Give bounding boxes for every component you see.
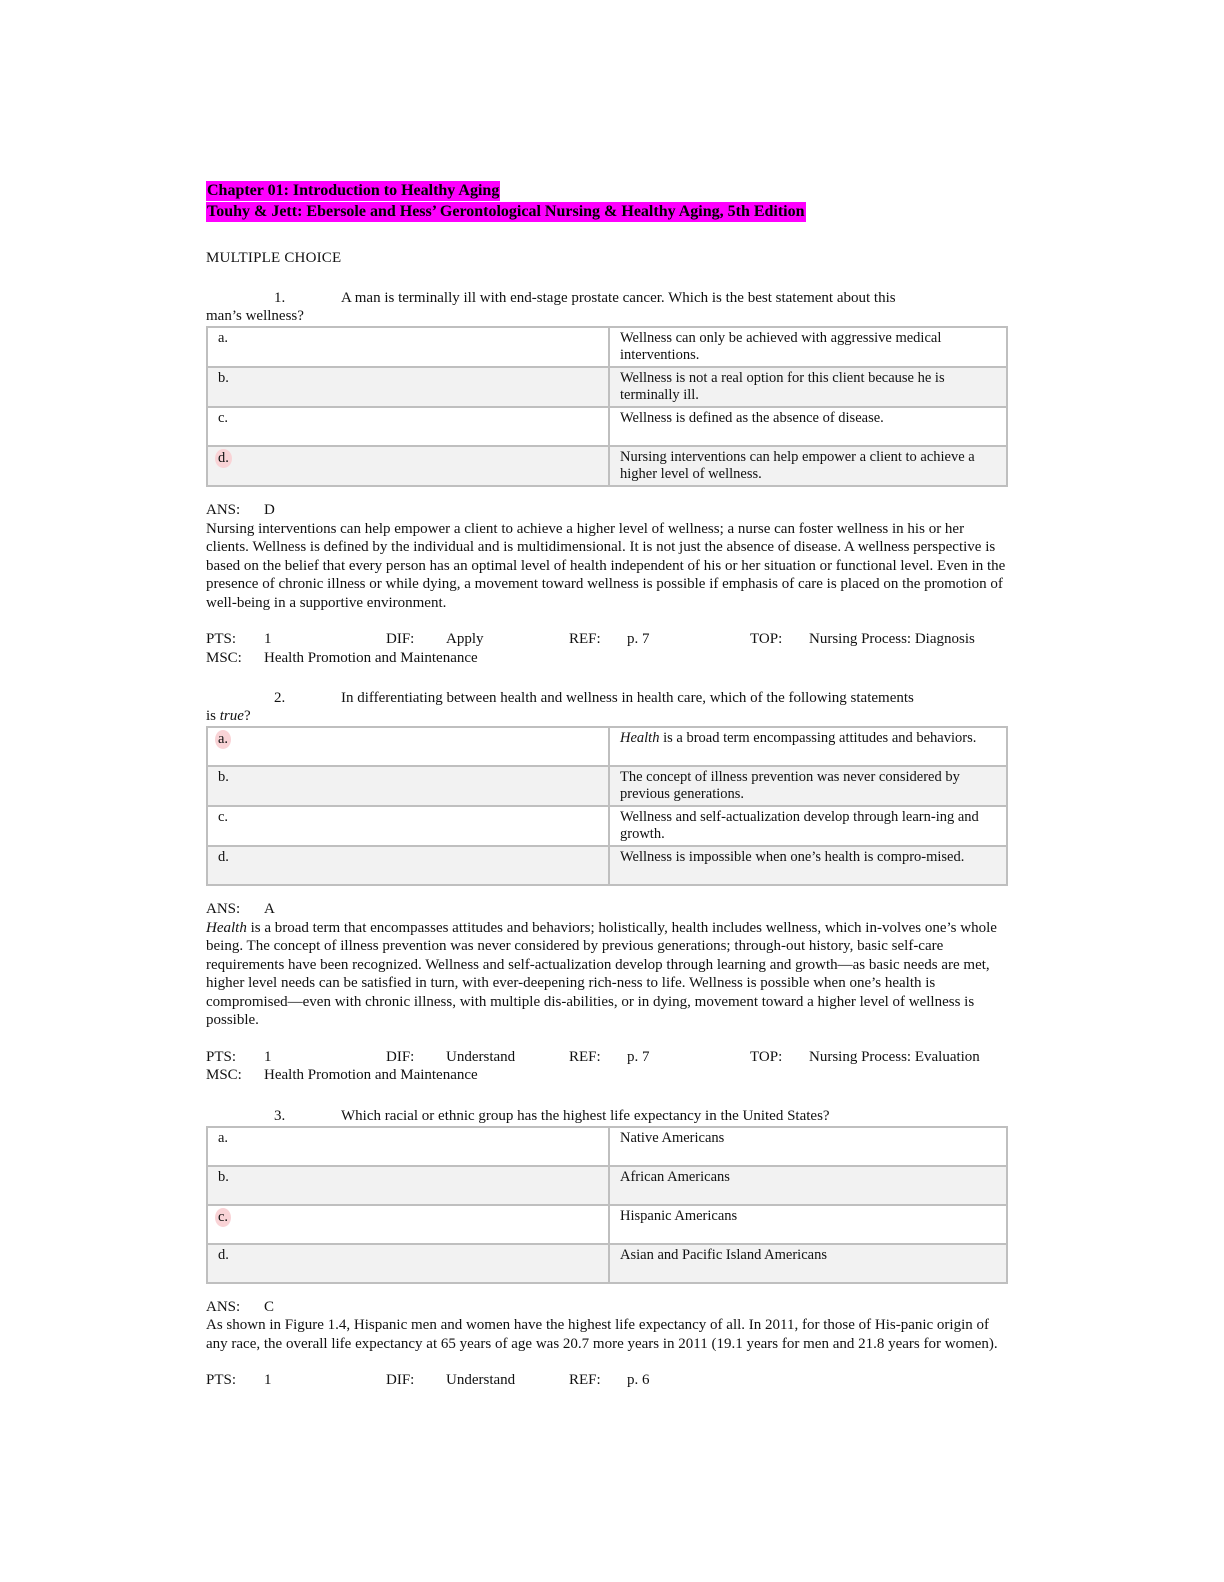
option-row[interactable] <box>207 1166 1007 1205</box>
option-text: The concept of illness prevention was never considered by previous generations. <box>609 766 1007 806</box>
option-text: Wellness and self-actualization develop through learn-ing and growth. <box>609 806 1007 846</box>
option-text: African Americans <box>609 1166 1007 1205</box>
dif-label: DIF: <box>386 1372 415 1388</box>
option-letter: b. <box>218 1168 229 1185</box>
option-text-italic: Health <box>620 730 660 746</box>
ref-value: p. 7 <box>627 631 650 647</box>
option-letter: c. <box>218 410 229 426</box>
answer-label: ANS: <box>206 901 241 917</box>
dif-label: DIF: <box>386 631 415 647</box>
option-letter: a. <box>218 1129 229 1146</box>
pts-value: 1 <box>264 1372 272 1388</box>
answer-rationale <box>206 919 1010 1030</box>
question-3 <box>206 1107 1010 1391</box>
correct-answer-marker: a. <box>215 730 231 749</box>
options-table <box>206 726 1008 886</box>
msc-label: MSC: <box>206 1067 242 1083</box>
option-letter: a. <box>218 330 229 346</box>
option-row[interactable] <box>207 1244 1007 1283</box>
question-text-cont: man’s wellness? <box>206 308 304 324</box>
msc-value: Health Promotion and Maintenance <box>264 649 478 666</box>
text-suffix: ? <box>243 708 251 724</box>
pts-label: PTS: <box>206 631 237 647</box>
answer-rationale: As shown in Figure 1.4, Hispanic men and women have the highest life expectancy of all. In 2011, for those of His-panic origin of any race, the overall life expectancy at 65 years of age was 20.7 more years in 2011 (19.1 years for men and 21.8 years for women). <box>206 1317 998 1352</box>
ref-label: REF: <box>569 1048 601 1065</box>
ref-value: p. 7 <box>627 1048 650 1065</box>
question-stem <box>206 289 1010 325</box>
question-1 <box>206 289 1010 667</box>
answer-line <box>206 1298 1010 1317</box>
top-label: TOP: <box>750 631 783 647</box>
pts-label: PTS: <box>206 1048 237 1065</box>
question-2 <box>206 689 1010 1085</box>
option-letter: d. <box>218 1246 229 1263</box>
chapter-title: Chapter 01: Introduction to Healthy Aging <box>207 182 500 199</box>
answer-value: C <box>264 1298 275 1315</box>
document-header <box>206 180 1010 222</box>
text-italic: true <box>219 708 244 724</box>
document-page <box>206 180 1010 1390</box>
option-text: Hispanic Americans <box>609 1205 1007 1244</box>
rationale-italic: Health <box>206 919 247 936</box>
top-value: Nursing Process: Diagnosis <box>809 631 975 647</box>
dif-value: Understand <box>446 1048 516 1065</box>
answer-line <box>206 501 1010 520</box>
question-number: 2. <box>274 690 286 706</box>
options-table <box>206 326 1008 487</box>
text-prefix: is <box>206 708 220 724</box>
option-row[interactable] <box>207 1205 1007 1244</box>
pts-value: 1 <box>264 1048 272 1065</box>
msc-value: Health Promotion and Maintenance <box>264 1067 478 1083</box>
dif-value: Apply <box>446 631 484 647</box>
question-number: 3. <box>274 1107 286 1124</box>
answer-label: ANS: <box>206 502 241 518</box>
correct-answer-marker: d. <box>215 449 232 468</box>
rationale-text: is a broad term that encompasses attitudes and behaviors; holistically, health includes wellness, which in-volves one’s whole being. The concept of illness prevention was never considered by previous generations; through-out history, basic self-care requirements have been recognized. Wellness and self-actualization develop through learning and growth—as basic needs are met, higher level needs can be satisfied in turn, with ever-deepening rich-ness to life. Wellness is possible when one’s health is compromised—even with chronic illness, with multiple dis-abilities, or in dying, movement toward a higher level of wellness is possible. <box>206 919 997 1028</box>
option-text: Wellness is impossible when one’s health is compro-mised. <box>609 846 1007 885</box>
top-value: Nursing Process: Evaluation <box>809 1048 980 1065</box>
option-text <box>609 727 1007 766</box>
options-table <box>206 1126 1008 1284</box>
option-text: Asian and Pacific Island Americans <box>609 1244 1007 1283</box>
question-metadata <box>206 1048 1010 1085</box>
ref-label: REF: <box>569 1372 601 1388</box>
question-metadata <box>206 1371 1010 1390</box>
option-row[interactable] <box>207 327 1007 367</box>
answer-value: D <box>264 502 275 518</box>
question-number: 1. <box>274 290 286 306</box>
question-text: In differentiating between health and wellness in health care, which of the following statements <box>341 690 914 706</box>
pts-value: 1 <box>264 631 272 647</box>
dif-value: Understand <box>446 1372 516 1388</box>
option-letter: b. <box>218 370 229 386</box>
option-text-rest: is a broad term encompassing attitudes and behaviors. <box>659 730 977 746</box>
option-row[interactable] <box>207 846 1007 885</box>
question-text: Which racial or ethnic group has the highest life expectancy in the United States? <box>341 1107 830 1124</box>
correct-answer-marker: c. <box>215 1208 231 1227</box>
option-row[interactable] <box>207 806 1007 846</box>
option-row[interactable] <box>207 766 1007 806</box>
option-text: Wellness is not a real option for this client because he is terminally ill. <box>609 367 1007 407</box>
question-text: A man is terminally ill with end-stage prostate cancer. Which is the best statement about this <box>341 290 896 306</box>
option-text: Nursing interventions can help empower a client to achieve a higher level of wellness. <box>609 446 1007 486</box>
answer-line <box>206 900 1010 919</box>
question-metadata <box>206 630 1010 667</box>
question-text-cont <box>206 707 1010 725</box>
option-letter: d. <box>218 849 229 865</box>
ref-value: p. 6 <box>627 1372 650 1388</box>
dif-label: DIF: <box>386 1048 415 1065</box>
answer-rationale: Nursing interventions can help empower a client to achieve a higher level of wellness; a nurse can foster wellness in his or her clients. Wellness is defined by the individual and is multidimensional. It is not just the absence of disease. A wellness perspective is based on the belief that every person has an optimal level of health independent of his or her situation or functional level. Even in the presence of chronic illness or while dying, a movement toward wellness is possible if emphasis of care is placed on the promotion of well-being in a supportive environment. <box>206 520 1006 611</box>
question-stem <box>206 1107 1010 1125</box>
top-label: TOP: <box>750 1048 783 1065</box>
option-row[interactable] <box>207 407 1007 446</box>
option-text: Native Americans <box>609 1127 1007 1166</box>
answer-value: A <box>264 901 275 917</box>
option-row[interactable] <box>207 367 1007 407</box>
pts-label: PTS: <box>206 1372 237 1388</box>
msc-label: MSC: <box>206 649 242 666</box>
option-letter: b. <box>218 769 229 785</box>
option-letter: c. <box>218 809 229 825</box>
option-row[interactable] <box>207 727 1007 766</box>
book-title: Touhy & Jett: Ebersole and Hess’ Gerontological Nursing & Healthy Aging, 5th Edition <box>207 203 805 220</box>
section-title: MULTIPLE CHOICE <box>206 250 342 266</box>
option-text: Wellness is defined as the absence of disease. <box>609 407 1007 446</box>
question-stem <box>206 689 1010 725</box>
option-text: Wellness can only be achieved with aggressive medical interventions. <box>609 327 1007 367</box>
answer-label: ANS: <box>206 1298 241 1315</box>
option-row[interactable] <box>207 446 1007 486</box>
option-row[interactable] <box>207 1127 1007 1166</box>
ref-label: REF: <box>569 631 601 647</box>
